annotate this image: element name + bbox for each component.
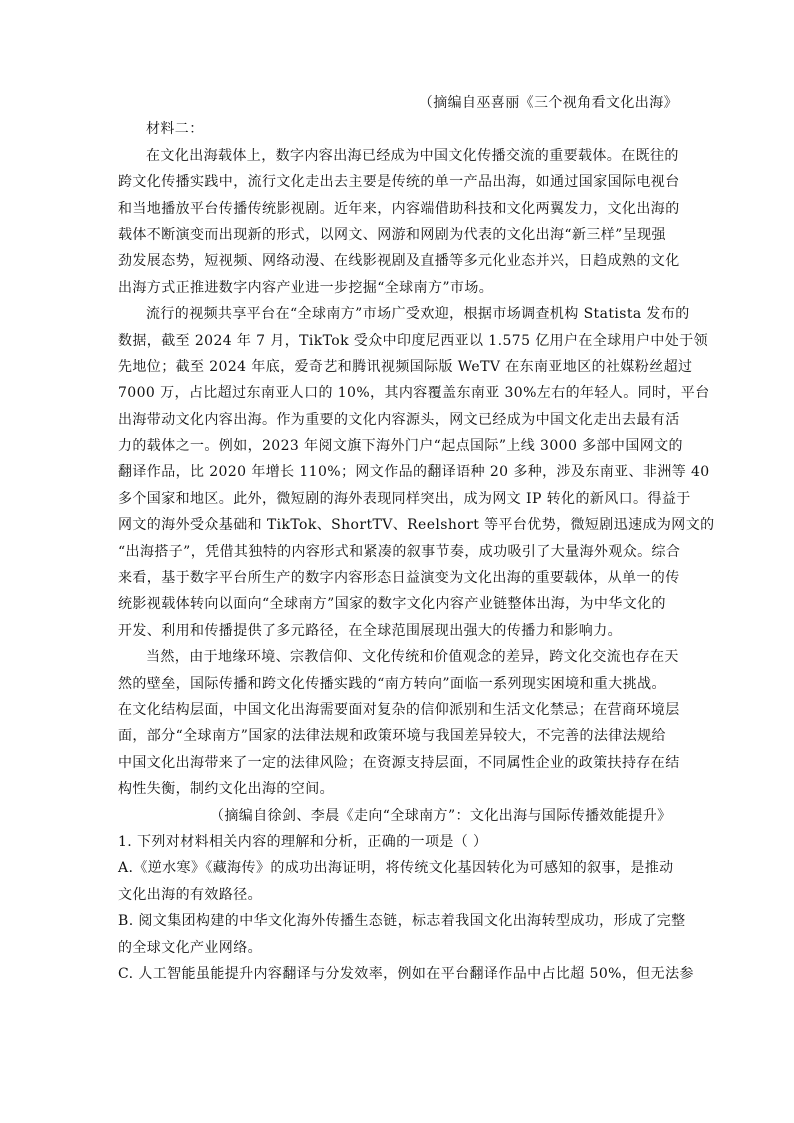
paragraph-line: 开发、利用和传播提供了多元路径，在全球范围展现出强大的传播力和影响力。 <box>118 622 622 639</box>
source-citation-1: （摘编自巫喜丽《三个视角看文化出海》 <box>418 95 678 111</box>
paragraph-line: 流行的视频共享平台在“全球南方”市场广受欢迎，根据市场调查机构 Statista 发布的 <box>146 306 690 323</box>
paragraph-line: 中国文化出海带来了一定的法律风险；在资源支持层面，不同属性企业的政策扶持存在结 <box>118 754 680 771</box>
paragraph-line: “出海搭子”，凭借其独特的内容形式和紧凑的叙事节奏，成功吸引了大量海外观众。综合 <box>118 543 681 560</box>
paragraph-line: 网文的海外受众基础和 TikTok、ShortTV、Reelshort 等平台优势，微短剧迅速成为网文的 <box>118 517 715 534</box>
paragraph-line: 在文化结构层面，中国文化出海需要面对复杂的信仰派别和生活文化禁忌；在营商环境层 <box>118 701 680 718</box>
option-line: A.《逆水寒》《藏海传》的成功出海证明，将传统文化基因转化为可感知的叙事，是推动 <box>118 860 674 877</box>
paragraph-3 <box>118 644 678 802</box>
paragraph-line: 构性失衡，制约文化出海的空间。 <box>118 781 334 798</box>
paragraph-line: 多个国家和地区。此外，微短剧的海外表现同样突出，成为网文 IP 转化的新风口。得益于 <box>118 490 691 507</box>
paragraph-line: 载体不断演变而出现新的形式，以网文、网游和网剧为代表的文化出海“新三样”呈现强 <box>118 226 666 243</box>
option-b <box>118 908 686 961</box>
paragraph-line: 先地位；截至 2024 年底，爱奇艺和腾讯视频国际版 WeTV 在东南亚地区的社媒粉丝超过 <box>118 358 693 375</box>
option-line: 的全球文化产业网络。 <box>118 939 262 956</box>
material-2-heading: 材料二： <box>146 121 204 138</box>
option-line: B. 阅文集团构建的中华文化海外传播生态链，标志着我国文化出海转型成功，形成了完整 <box>118 913 686 930</box>
question-stem: 1. 下列对材料相关内容的理解和分析，正确的一项是（ ） <box>118 833 488 850</box>
paragraph-line: 出海方式正推进数字内容产业进一步挖掘“全球南方”市场。 <box>118 279 494 296</box>
paragraph-line: 面，部分“全球南方”国家的法律法规和政策环境与我国差异较大，不完善的法律法规给 <box>118 728 666 745</box>
paragraph-line: 力的载体之一。例如，2023 年阅文旗下海外门户“起点国际”上线 3000 多部中国网文的 <box>118 438 683 455</box>
paragraph-line: 当然，由于地缘环境、宗教信仰、文化传统和价值观念的差异，跨文化交流也存在天 <box>146 649 679 666</box>
option-line: 文化出海的有效路径。 <box>118 886 262 903</box>
paragraph-line: 然的壁垒，国际传播和跨文化传播实践的“南方转向”面临一系列现实困境和重大挑战。 <box>118 675 666 692</box>
paragraph-line: 翻译作品，比 2020 年增长 110%；网文作品的翻译语种 20 多种，涉及东南亚、非洲等 40 <box>118 464 710 481</box>
paragraph-line: 统影视载体转向以面向“全球南方”国家的数字文化内容产业链整体出海，为中华文化的 <box>118 596 666 613</box>
paragraph-line: 跨文化传播实践中，流行文化走出去主要是传统的单一产品出海，如通过国家国际电视台 <box>118 174 680 191</box>
option-c <box>118 961 694 987</box>
paragraph-line: 出海带动文化内容出海。作为重要的文化内容源头，网文已经成为中国文化走出去最有活 <box>118 411 680 428</box>
paragraph-line: 7000 万，占比超过东南亚人口的 10%，其内容覆盖东南亚 30%左右的年轻人。同时，平台 <box>118 385 710 402</box>
paragraph-1 <box>118 143 678 301</box>
document-page <box>118 90 715 987</box>
option-a <box>118 855 678 908</box>
paragraph-line: 来看，基于数字平台所生产的数字内容形态日益演变为文化出海的重要载体，从单一的传 <box>118 570 680 587</box>
option-line: C. 人工智能虽能提升内容翻译与分发效率，例如在平台翻译作品中占比超 50%，但无法参 <box>118 965 694 982</box>
paragraph-line: 在文化出海载体上，数字内容出海已经成为中国文化传播交流的重要载体。在既往的 <box>146 147 679 164</box>
paragraph-line: 劲发展态势，短视频、网络动漫、在线影视剧及直播等多元化业态并兴，日趋成熟的文化 <box>118 253 680 270</box>
source-citation-2: （摘编自徐剑、李晨《走向“全球南方”：文化出海与国际传播效能提升》 <box>210 807 672 824</box>
paragraph-line: 数据，截至 2024 年 7 月，TikTok 受众中印度尼西亚以 1.575 亿用户在全球用户中处于领 <box>118 332 709 349</box>
paragraph-2 <box>118 301 715 644</box>
paragraph-line: 和当地播放平台传播传统影视剧。近年来，内容端借助科技和文化两翼发力，文化出海的 <box>118 200 680 217</box>
